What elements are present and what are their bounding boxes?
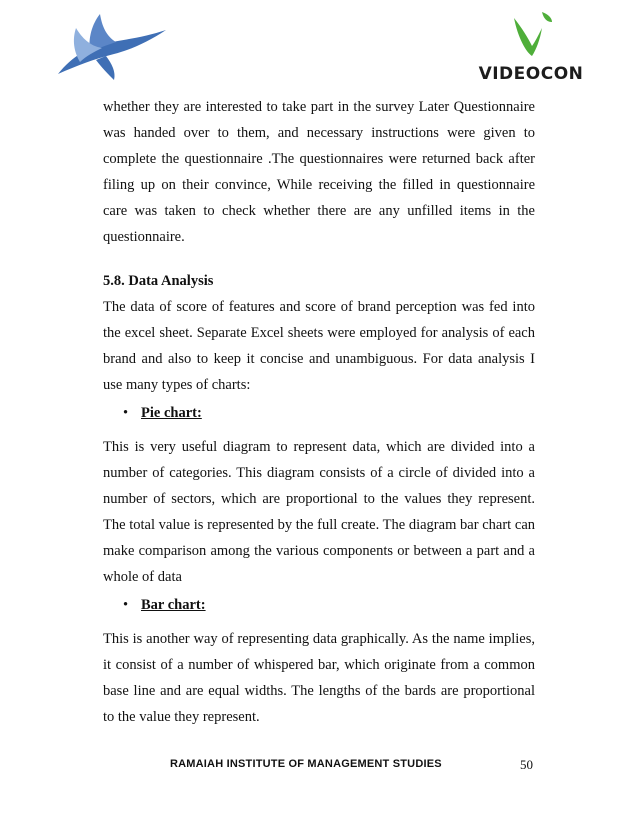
document-body — [103, 94, 535, 730]
bullet-label: Pie chart: — [141, 405, 202, 421]
bird-logo-icon — [50, 12, 168, 82]
section-paragraph: The data of score of features and score of brand perception was fed into the excel sheet. Separate Excel sheets were employed for analysis of each brand and also to keep it concise and unambiguous. For data analysis I use many types of charts: — [103, 299, 535, 393]
bullet-icon: • — [123, 597, 129, 613]
bullet-bar-chart — [123, 592, 535, 618]
bullet-label: Bar chart: — [141, 597, 206, 613]
page-footer — [0, 758, 638, 778]
videocon-v-icon — [508, 10, 556, 58]
intro-paragraph: whether they are interested to take part in the survey Later Questionnaire was handed over to them, and necessary instructions were given to complete the questionnaire .The questionnaires were returned back after filing up on their convince, While receiving the filled in questionnaire care was taken to check whether there are any unfilled items in the questionnaire. — [103, 99, 535, 245]
pie-chart-paragraph: This is very useful diagram to represent data, which are divided into a number of categories. This diagram consists of a circle of divided into a number of sectors, which are proportional to the values they represent. The total value is represented by the full create. The diagram bar chart can make comparison among the various components or between a part and a whole of data — [103, 439, 535, 585]
footer-institute: RAMAIAH INSTITUTE OF MANAGEMENT STUDIES — [170, 758, 442, 770]
bullet-icon: • — [123, 405, 129, 421]
bar-chart-paragraph: This is another way of representing data graphically. As the name implies, it consist of a number of whispered bar, which originate from a common base line and are equal widths. The lengths of the bards are proportional to the value they represent. — [103, 631, 535, 725]
videocon-wordmark: VIDEOCON — [478, 64, 584, 84]
videocon-logo — [470, 10, 592, 88]
bullet-pie-chart — [123, 400, 535, 426]
section-heading: 5.8. Data Analysis — [103, 273, 214, 289]
page-number: 50 — [520, 757, 533, 772]
